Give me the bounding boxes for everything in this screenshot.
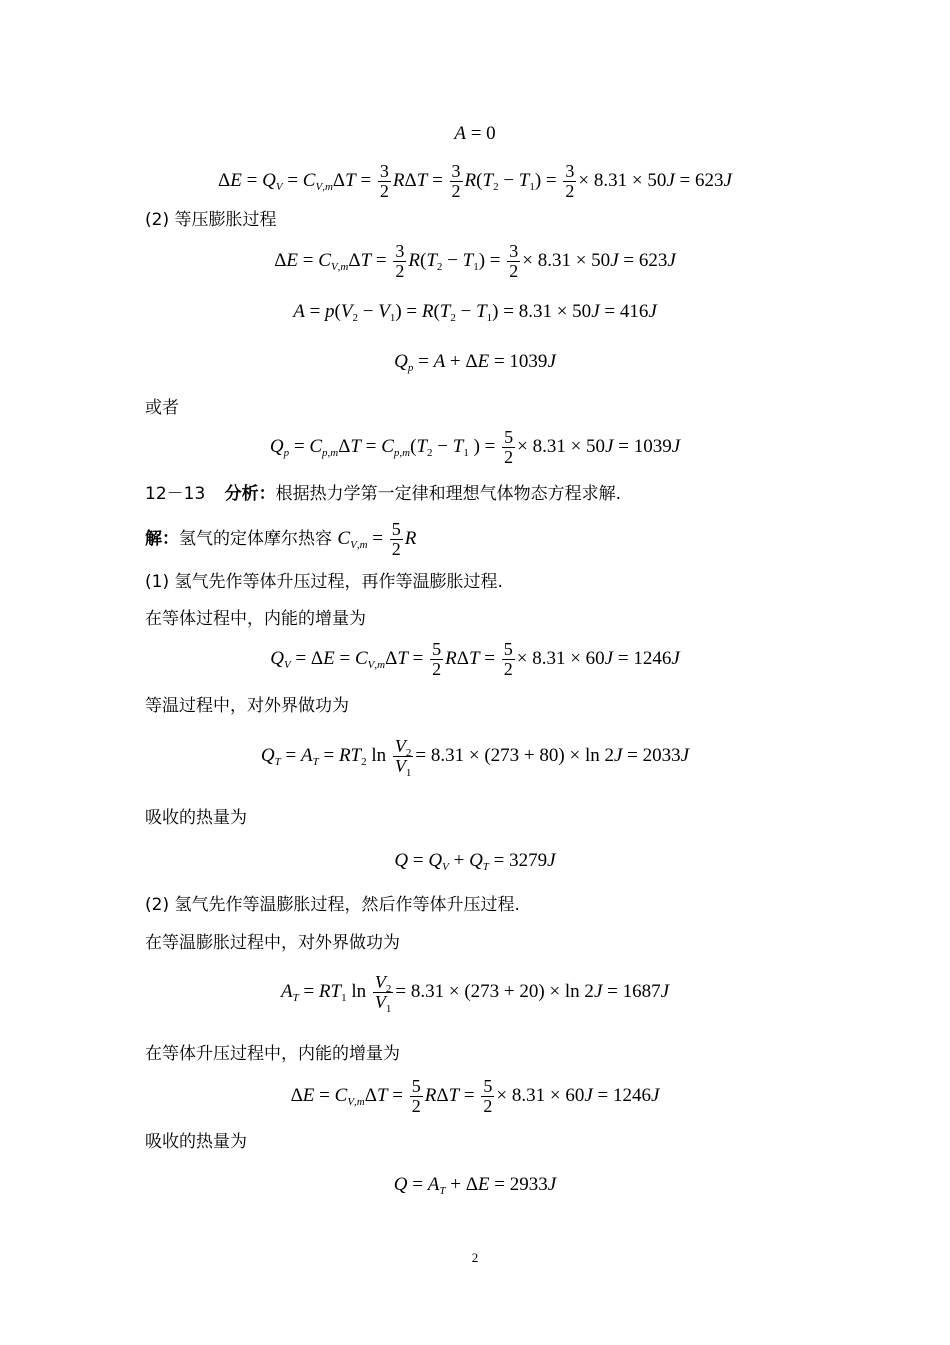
equation-cvm-hydrogen: $C_{V,m}$ = $\frac{5}{2}$ R — [337, 519, 417, 559]
equation-at: $A_T = RT_1$ ln $\frac{V_2}{V_1}$ = 8.31 × (273 + 20) × ln 2J = 1687J — [280, 972, 670, 1015]
equation-q-total-2: $Q = A_T + \Delta E = 2933J$ — [393, 1174, 557, 1197]
solution-label: 解： — [145, 529, 179, 550]
equation-qp-alternative: $Q_p = C_{p,m}\Delta T = C_{p,m}(T_2 - T_1$ ) = $\frac{5}{2}$ × 8.31 × 50J = 1039J — [269, 427, 681, 467]
part-2-isobaric-label: (2) 等压膨胀过程 — [145, 210, 277, 230]
analysis-text: 根据热力学第一定律和理想气体物态方程求解. — [275, 484, 622, 504]
part-2-text-1: 在等温膨胀过程中，对外界做功为 — [145, 933, 400, 953]
equation-qv: $Q_V = \Delta E = C_{V,m}\Delta T$ = $\frac{5}{2}$ RΔT = $\frac{5}{2}$ × 8.31 × 60J = 1246J — [270, 639, 680, 679]
equation-delta-e-2: $\Delta E = C_{V,m}\Delta T$ = $\frac{5}{2}$ RΔT = $\frac{5}{2}$ × 8.31 × 60J = 1246J — [290, 1076, 660, 1116]
part-1-text-3: 吸收的热量为 — [145, 808, 247, 828]
equation-a-zero: A = 0 — [454, 123, 496, 144]
or-label: 或者 — [145, 398, 179, 418]
equation-qt: $Q_T = A_T = RT_2$ ln $\frac{V_2}{V_1}$ = 8.31 × (273 + 80) × ln 2J = 2033J — [260, 736, 690, 779]
problem-12-13-analysis — [145, 486, 621, 503]
equation-delta-e-isochoric: $\Delta E = Q_V = C_{V,m}\Delta T$ = $\frac{3}{2}$ RΔT = $\frac{3}{2}$ $R(T_2 - T_1)$ = $\frac{3}{2}$ × 8.31 × 50J = 623J — [218, 161, 732, 201]
equation-qp: $Q_p = A + \Delta E = 1039J$ — [394, 351, 556, 374]
part-1-text-1: 在等体过程中，内能的增量为 — [145, 609, 366, 629]
part-2-text-2: 在等体升压过程中，内能的增量为 — [145, 1044, 400, 1064]
part-2-label: (2) 氢气先作等温膨胀过程，然后作等体升压过程. — [145, 895, 520, 915]
equation-work-isobaric: $A = p(V_2 - V_1) = R(T_2 - T_1) = 8.31 \times 50J = 416J$ — [293, 301, 657, 324]
part-1-text-2: 等温过程中，对外界做功为 — [145, 696, 349, 716]
part-1-label: (1) 氢气先作等体升压过程，再作等温膨胀过程. — [145, 572, 503, 592]
solution-line — [145, 520, 416, 560]
equation-q-total-1: $Q = Q_V + Q_T = 3279J$ — [394, 850, 556, 873]
equation-delta-e-isobaric: $\Delta E = C_{V,m}\Delta T$ = $\frac{3}{2}$ $R(T_2 - T_1)$ = $\frac{3}{2}$ × 8.31 × 50J = 623J — [274, 241, 676, 281]
page-number: 2 — [471, 1250, 479, 1265]
solution-text: 氢气的定体摩尔热容 — [179, 529, 332, 550]
problem-number: 12－13 — [145, 484, 206, 504]
part-2-text-3: 吸收的热量为 — [145, 1132, 247, 1152]
analysis-label: 分析： — [224, 484, 276, 504]
